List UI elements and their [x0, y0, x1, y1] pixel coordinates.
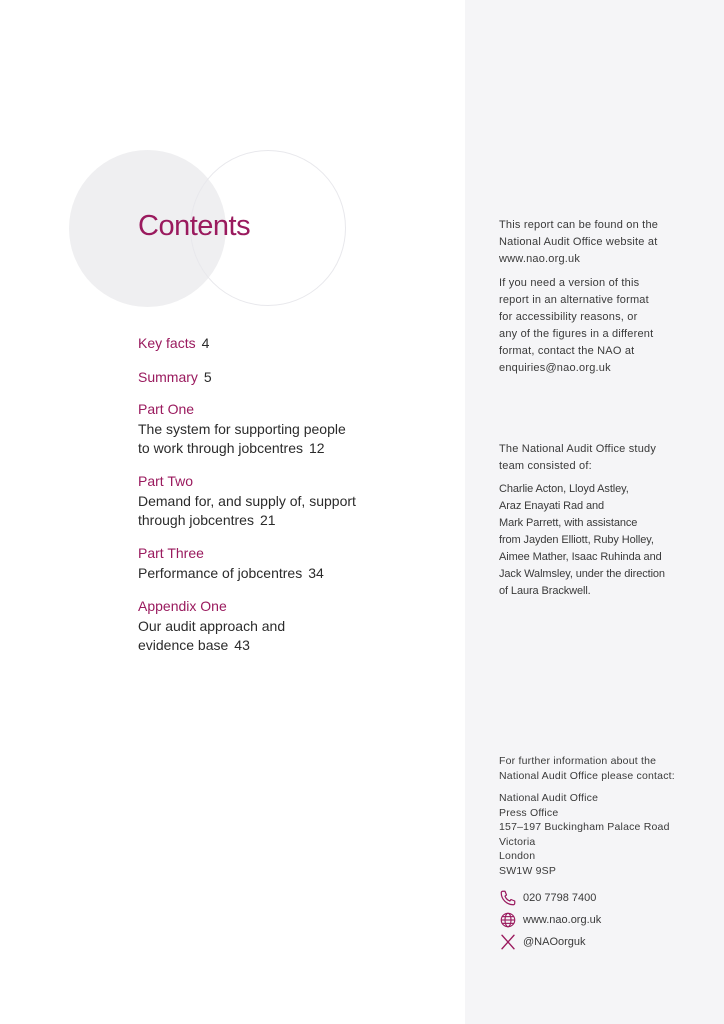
toc-page-number: 12 — [308, 440, 325, 456]
phone-number[interactable]: 020 7798 7400 — [523, 892, 597, 904]
toc-entry-summary[interactable] — [138, 368, 458, 388]
website-link[interactable]: www.nao.org.uk — [499, 253, 581, 265]
toc-entry-part-two[interactable] — [138, 472, 458, 531]
toc-entry-part-one[interactable] — [138, 400, 458, 459]
toc-description: The system for supporting people — [138, 420, 346, 437]
toc-heading[interactable]: Part One — [138, 401, 195, 417]
toc-entry-part-three[interactable] — [138, 544, 458, 583]
globe-icon — [499, 911, 517, 929]
toc-description-last-line: evidence base 43 — [138, 637, 250, 653]
report-location-text: This report can be found on the National Audit Office website at www.nao.org.uk — [499, 217, 699, 268]
toc-page-number: 34 — [308, 564, 324, 581]
contents-title: Contents — [138, 210, 251, 242]
toc-description-last-line: Performance of jobcentres 34 — [138, 564, 324, 581]
toc-page-number: 43 — [234, 637, 250, 653]
phone-contact[interactable] — [499, 888, 596, 908]
study-team-members: Charlie Acton, Lloyd Astley, Araz Enayati Rad and Mark Parrett, with assistance from Jayden Elliott, Ruby Holley, Aimee Mather, Isaac Ruhinda and Jack Walmsley, under the direction of Laura Brackwell. — [499, 483, 665, 597]
study-team-intro: The National Audit Office study team consisted of: — [499, 443, 657, 472]
alternative-format-text: If you need a version of this report in an alternative format for accessibility reasons, or any of the figures in a different format, contact the NAO at enquiries@nao.org.uk — [499, 275, 699, 377]
toc-description-last-line: through jobcentres 21 — [138, 512, 276, 528]
toc-page-number: 21 — [259, 512, 276, 528]
toc-heading[interactable]: Appendix One — [138, 598, 227, 614]
toc-entry-key-facts[interactable] — [138, 334, 458, 354]
toc-description-last-line: to work through jobcentres 12 — [138, 440, 325, 456]
toc-description: Demand for, and supply of, support — [138, 492, 356, 509]
website-contact[interactable] — [499, 910, 601, 930]
toc-description: Our audit approach and — [138, 617, 286, 634]
press-office-address: National Audit Office Press Office 157–197 Buckingham Palace Road Victoria London SW1W 9SP — [499, 792, 670, 877]
toc-heading[interactable]: Part Two — [138, 473, 193, 489]
social-handle[interactable]: @NAOorguk — [523, 936, 586, 948]
phone-icon — [499, 889, 517, 907]
toc-heading[interactable]: Key facts — [138, 335, 196, 351]
toc-entry-appendix-one[interactable] — [138, 597, 458, 656]
enquiries-email-link[interactable]: enquiries@nao.org.uk — [499, 362, 611, 374]
further-info-text: For further information about the National Audit Office please contact: — [499, 755, 675, 782]
x-social-icon — [499, 933, 517, 951]
toc-page-number: 4 — [201, 335, 210, 351]
toc-heading[interactable]: Summary — [138, 369, 198, 385]
toc-heading[interactable]: Part Three — [138, 545, 204, 561]
toc-page-number: 5 — [203, 369, 212, 385]
social-contact[interactable] — [499, 932, 586, 952]
website-url[interactable]: www.nao.org.uk — [523, 914, 602, 926]
